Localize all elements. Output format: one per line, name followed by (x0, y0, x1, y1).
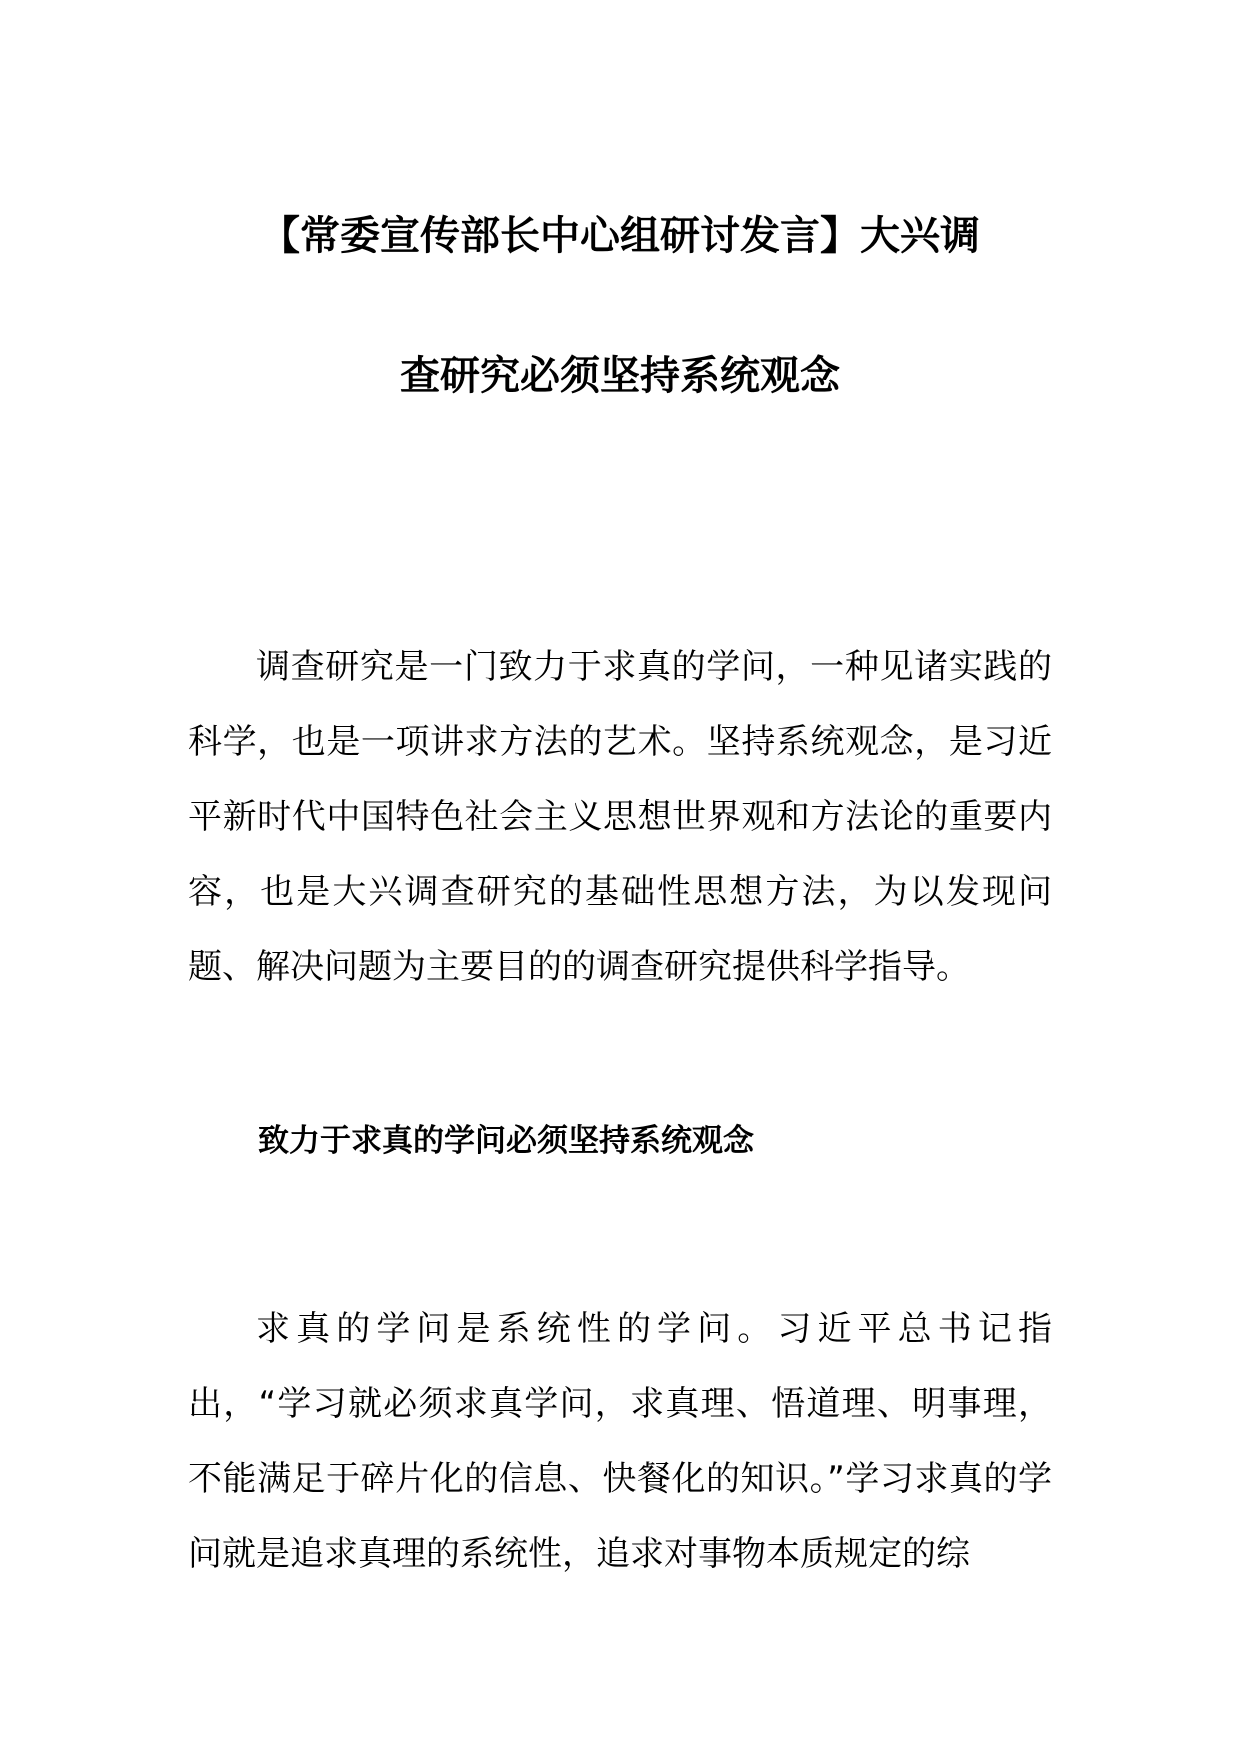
paragraph-body: 求真的学问是系统性的学问。习近平总书记指出，“学习就必须求真学问，求真理、悟道理、明事理，不能满足于碎片化的信息、快餐化的知识。”学习求真的学问就是追求真理的系统性，追求对事物本质规定的综 (188, 1309, 1052, 1574)
section-heading: 致力于求真的学问必须坚持系统观念 (258, 1123, 754, 1159)
title-line-1: 【常委宣传部长中心组研讨发言】大兴调 (260, 213, 980, 259)
title-line-2: 查研究必须坚持系统观念 (400, 353, 840, 399)
paragraph-intro: 调查研究是一门致力于求真的学问，一种见诸实践的科学，也是一项讲求方法的艺术。坚持系统观念，是习近平新时代中国特色社会主义思想世界观和方法论的重要内容，也是大兴调查研究的基础性思想方法，为以发现问题、解决问题为主要目的的调查研究提供科学指导。 (188, 647, 1052, 987)
document-title (190, 196, 1050, 416)
